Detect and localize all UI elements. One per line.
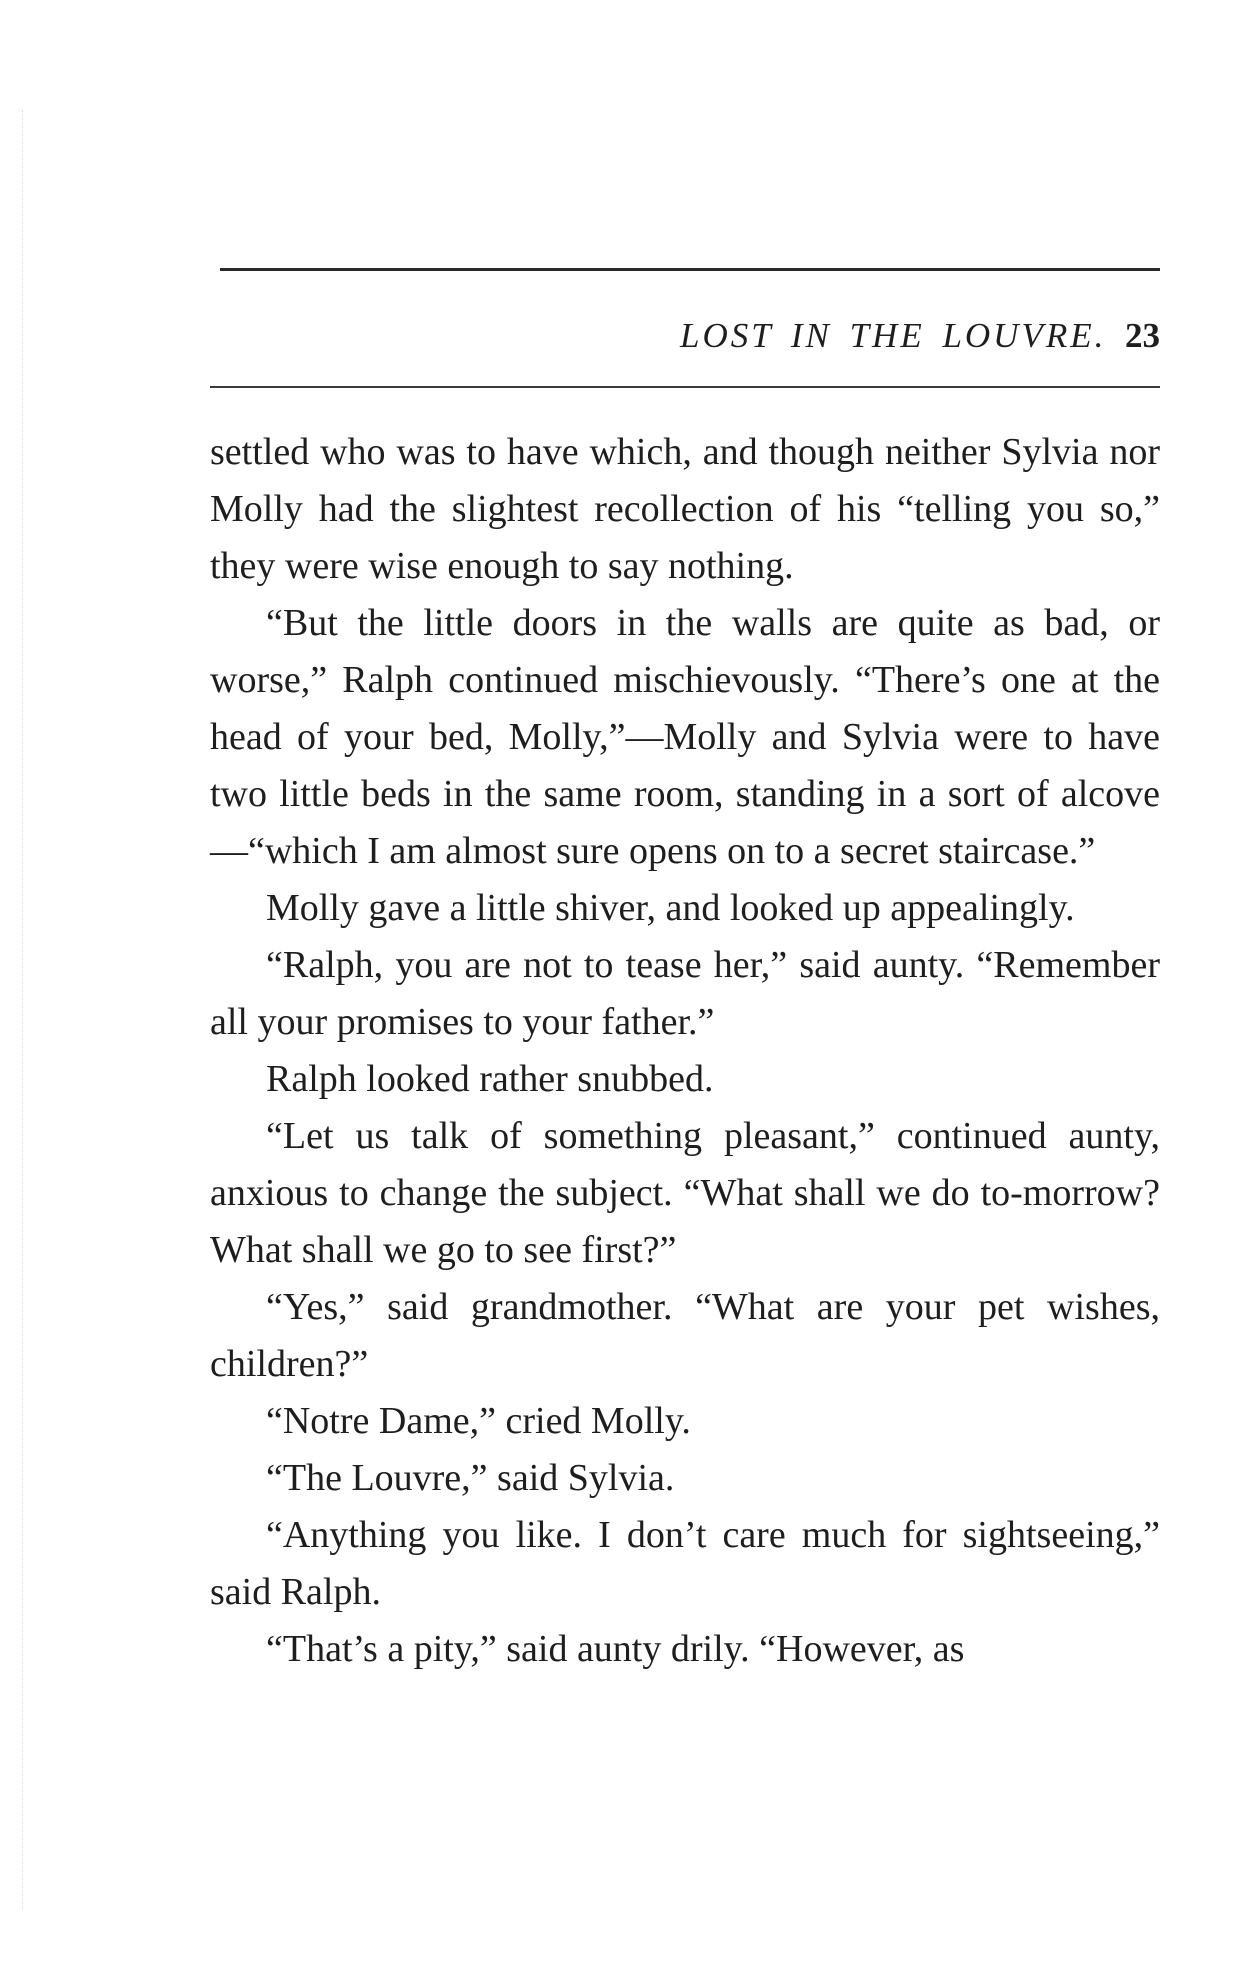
paragraph: “Yes,” said grandmother. “What are your pet wishes, children?” [210, 1286, 1160, 1385]
body-text [210, 424, 1160, 1678]
running-head [210, 316, 1160, 364]
paragraph: “But the little doors in the walls are quite as bad, or worse,” Ralph continued mischievously. “There’s one at the head of your bed, Molly,”—Molly and Sylvia were to have two little beds in the same room, standing in a sort of alcove—“which I am almost sure opens on to a secret staircase.” [210, 602, 1160, 872]
running-title: LOST IN THE LOUVRE. [680, 316, 1107, 355]
paragraph-continued: settled who was to have which, and though neither Sylvia nor Molly had the slightest recollection of his “telling you so,” they were wise enough to say nothing. [210, 431, 1160, 587]
paragraph: “Let us talk of something pleasant,” continued aunty, anxious to change the subject. “What shall we do to-morrow? What shall we go to see first?” [210, 1115, 1160, 1271]
paragraph: “Ralph, you are not to tease her,” said aunty. “Remember all your promises to your father.” [210, 944, 1160, 1043]
paragraph: “Anything you like. I don’t care much for sightseeing,” said Ralph. [210, 1514, 1160, 1613]
header-top-rule [220, 268, 1160, 271]
paragraph: Molly gave a little shiver, and looked up appealingly. [266, 887, 1075, 929]
paragraph: Ralph looked rather snubbed. [266, 1058, 714, 1100]
scan-margin-artifact [22, 110, 33, 1910]
header-bottom-rule [210, 386, 1160, 388]
paragraph-continues: “That’s a pity,” said aunty drily. “However, as [266, 1628, 965, 1670]
page-number: 23 [1125, 316, 1160, 355]
paragraph: “Notre Dame,” cried Molly. [266, 1400, 691, 1442]
paragraph: “The Louvre,” said Sylvia. [266, 1457, 675, 1499]
